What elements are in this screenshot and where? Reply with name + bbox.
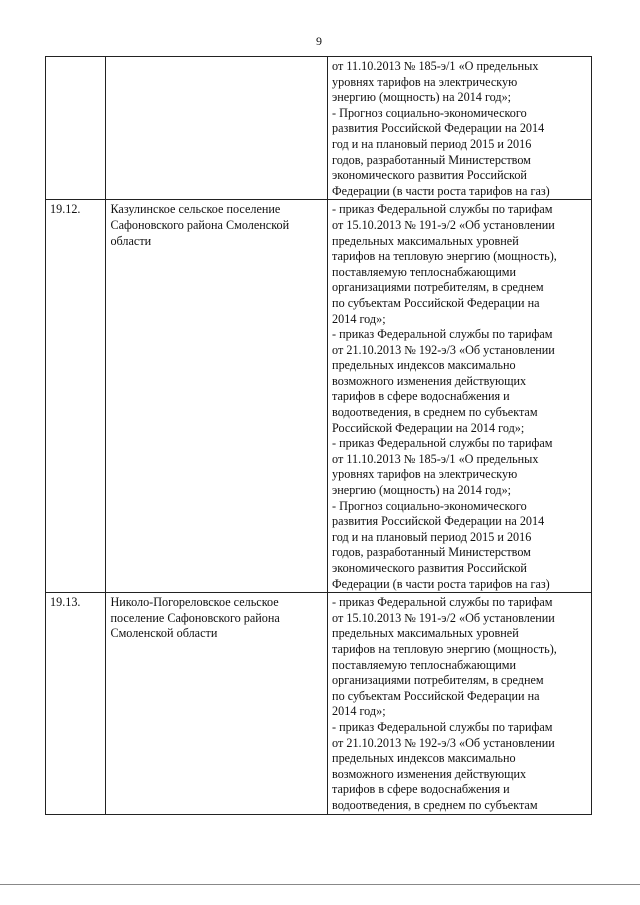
legal-basis-line: - приказ Федеральной службы по тарифам	[332, 327, 553, 342]
settlement-name-cell	[106, 57, 328, 200]
settlement-name-line: Казулинское сельское поселение	[110, 202, 281, 217]
legal-basis-line: от 21.10.2013 № 192-э/3 «Об установлении	[332, 342, 555, 357]
legal-basis-line: 2014 год»;	[332, 311, 386, 326]
legal-basis-line: энергию (мощность) на 2014 год»;	[332, 483, 512, 498]
legal-basis-line: поставляемую теплоснабжающими	[332, 264, 516, 279]
table-row	[46, 57, 592, 200]
legal-basis-line: предельных максимальных уровней	[332, 233, 519, 248]
settlement-name-line: поселение Сафоновского района	[110, 610, 280, 625]
legal-basis-line: возможного изменения действующих	[332, 373, 527, 388]
table-row	[46, 593, 592, 814]
legal-basis-line: экономического развития Российской	[332, 561, 527, 575]
legal-basis-line: предельных индексов максимально	[332, 751, 516, 766]
legal-basis-line: от 11.10.2013 № 185-э/1 «О предельных	[332, 451, 539, 466]
legal-basis-line: тарифов на тепловую энергию (мощность),	[332, 641, 557, 656]
legal-basis-line: энергию (мощность) на 2014 год»;	[332, 90, 512, 105]
legal-basis-line: от 21.10.2013 № 192-э/3 «Об установлении	[332, 735, 555, 750]
legal-basis-line: - приказ Федеральной службы по тарифам	[332, 202, 553, 217]
row-number: 19.13.	[50, 595, 81, 610]
legal-basis-line: по субъектам Российской Федерации на	[332, 688, 540, 703]
legal-basis-line: возможного изменения действующих	[332, 766, 527, 781]
legal-basis-line: по субъектам Российской Федерации на	[332, 295, 540, 310]
legal-basis-line: годов, разработанный Министерством	[332, 152, 531, 167]
legal-basis-line: организациями потребителям, в среднем	[332, 280, 544, 295]
row-number-cell	[46, 200, 106, 593]
legal-basis-line: поставляемую теплоснабжающими	[332, 657, 516, 672]
legal-basis-line: предельных максимальных уровней	[332, 626, 519, 641]
legal-basis-cell	[328, 200, 592, 593]
settlement-name-line: Смоленской области	[110, 626, 218, 641]
row-number: 19.12.	[50, 202, 81, 217]
legal-basis-line: тарифов в сфере водоснабжения и	[332, 782, 510, 797]
legal-basis-line: - приказ Федеральной службы по тарифам	[332, 719, 553, 734]
row-number-cell	[46, 57, 106, 200]
legal-basis-line: годов, разработанный Министерством	[332, 545, 531, 560]
legal-basis-cell	[328, 57, 592, 200]
legal-basis-line: организациями потребителям, в среднем	[332, 673, 544, 688]
settlement-name-line: Сафоновского района Смоленской	[110, 217, 290, 232]
legal-basis-line: от 15.10.2013 № 191-э/2 «Об установлении	[332, 217, 555, 232]
legal-basis-line: от 15.10.2013 № 191-э/2 «Об установлении	[332, 610, 555, 625]
legal-basis-line: тарифов в сфере водоснабжения и	[332, 389, 510, 404]
settlement-name-line: области	[110, 233, 152, 248]
legal-basis-line: Российской Федерации на 2014 год»;	[332, 420, 525, 435]
legal-basis-line: - Прогноз социально-экономического	[332, 498, 527, 513]
footer-divider	[0, 884, 640, 885]
table-row	[46, 200, 592, 593]
legal-basis-line: экономического развития Российской	[332, 168, 527, 183]
legal-basis-line: водоотведения, в среднем по субъектам	[332, 797, 538, 812]
legal-basis-line: уровнях тарифов на электрическую	[332, 74, 518, 89]
legal-basis-line: 2014 год»;	[332, 704, 386, 719]
row-number-cell	[46, 593, 106, 814]
legal-basis-line: водоотведения, в среднем по субъектам	[332, 405, 538, 420]
legal-basis-line: развития Российской Федерации на 2014	[332, 121, 545, 136]
legal-basis-line: Федерации (в части роста тарифов на газ)	[332, 576, 550, 591]
legal-basis-line: тарифов на тепловую энергию (мощность),	[332, 249, 557, 264]
legal-basis-line: - приказ Федеральной службы по тарифам	[332, 595, 553, 610]
legal-basis-line: год и на плановый период 2015 и 2016	[332, 136, 532, 151]
page-number: 9	[316, 34, 322, 48]
legal-basis-line: год и на плановый период 2015 и 2016	[332, 529, 532, 544]
legal-basis-cell	[328, 593, 592, 814]
legal-basis-line: - Прогноз социально-экономического	[332, 105, 527, 120]
tariff-basis-table	[45, 56, 592, 815]
legal-basis-line: предельных индексов максимально	[332, 358, 516, 373]
settlement-name-cell	[106, 593, 328, 814]
settlement-name-cell	[106, 200, 328, 593]
legal-basis-line: Федерации (в части роста тарифов на газ)	[332, 183, 550, 198]
settlement-name-line: Николо-Погореловское сельское	[110, 595, 279, 610]
legal-basis-line: от 11.10.2013 № 185-э/1 «О предельных	[332, 59, 539, 73]
legal-basis-line: - приказ Федеральной службы по тарифам	[332, 436, 553, 451]
legal-basis-line: развития Российской Федерации на 2014	[332, 514, 545, 529]
legal-basis-line: уровнях тарифов на электрическую	[332, 467, 518, 482]
table-body	[46, 57, 592, 815]
